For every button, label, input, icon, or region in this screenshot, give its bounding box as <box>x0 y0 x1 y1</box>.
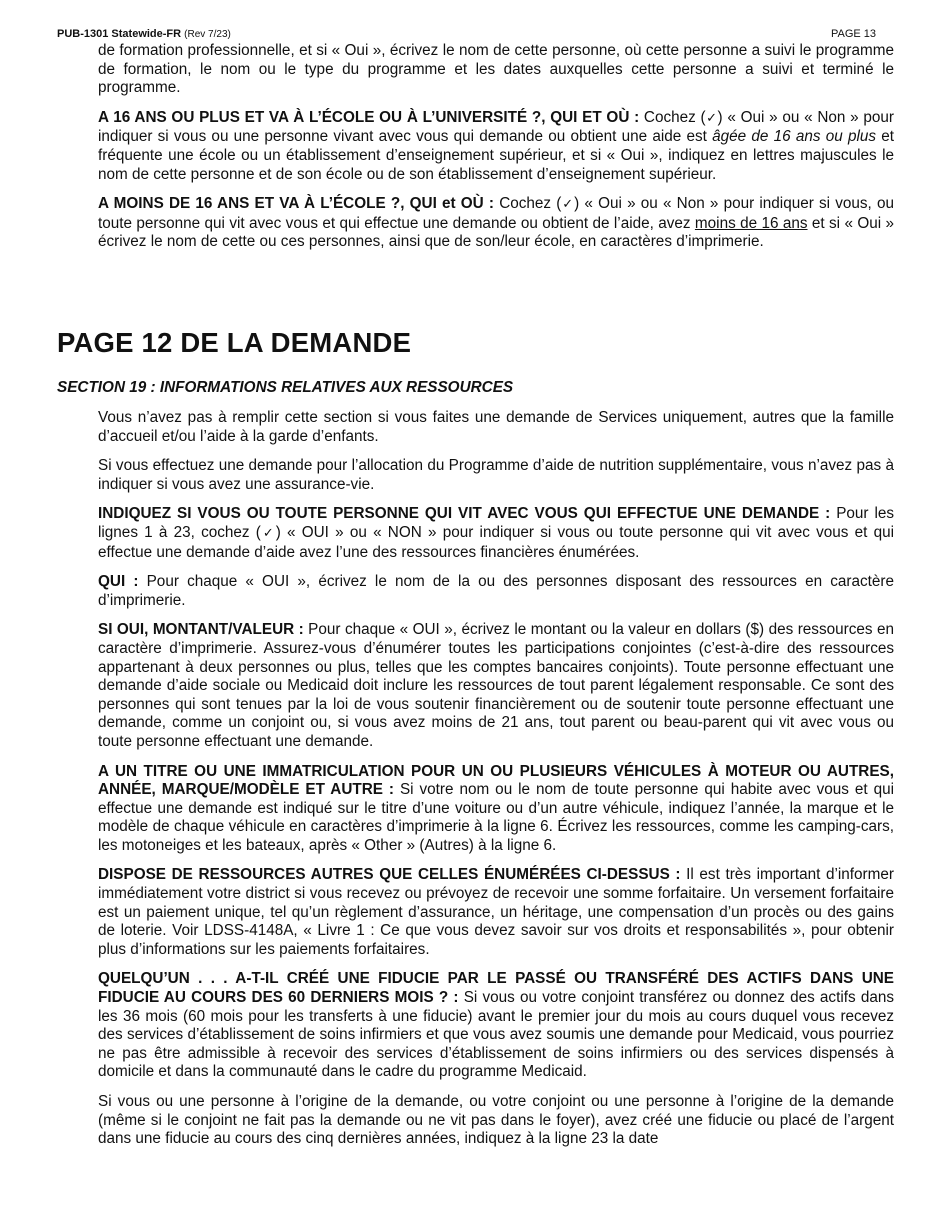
form-id: PUB-1301 Statewide-FR <box>57 28 182 40</box>
section-body <box>98 409 894 1160</box>
form-revision: (Rev 7/23) <box>184 29 231 40</box>
page-title: PAGE 12 DE LA DEMANDE <box>57 327 412 358</box>
section-paragraph-3: INDIQUEZ SI VOUS OU TOUTE PERSONNE QUI VIT AVEC VOUS QUI EFFECTUE UNE DEMANDE : Pour les lignes 1 à 23, cochez (✓) « OUI » ou « NON » pour indiquer si vous ou toute personne qui vit avec vous et qui effectue une demande d’aide avez l’une des ressources financières énumérées. <box>98 505 895 561</box>
section-paragraph-7-heading: DISPOSE DE RESSOURCES AUTRES QUE CELLES ÉNUMÉRÉES CI-DESSUS : <box>98 866 681 884</box>
section-paragraph-5: SI OUI, MONTANT/VALEUR : Pour chaque « OUI », écrivez le montant ou la valeur en dollars ($) des ressources en caractère d’imprimerie. Assurez-vous d’énumérer toutes les participations conjointes (c’est-à-dire des ressources appartenant à deux personnes ou plus, telles que les comptes bancaires conjoints). Toute personne effectuant une demande d’aide sociale ou Medicaid doit inclure les ressources de tout parent légalement responsable. Ce sont des personnes qui sont tenues par la loi de vous soutenir financièrement ou de soutenir toute personne effectuant une demande, comme un conjoint ou, si vous avez moins de 21 ans, tout parent ou beau-parent qui vit avec vous ou toute personne effectuant une demande. <box>98 621 894 750</box>
section-paragraph-4-heading: QUI : <box>98 573 139 591</box>
section-paragraph-2: Si vous effectuez une demande pour l’allocation du Programme d’aide de nutrition supplémentaire, vous n’avez pas à indiquer si vous avez une assurance-vie. <box>98 457 894 493</box>
section-paragraph-4: QUI : Pour chaque « OUI », écrivez le nom de la ou des personnes disposant des ressources en caractère d’imprimerie. <box>98 573 895 609</box>
checkmark-icon: ✓ <box>260 525 276 541</box>
checkmark-icon: ✓ <box>561 197 575 213</box>
underlined-text: moins de 16 ans <box>694 214 808 232</box>
emphasis-text: âgée de 16 ans ou plus <box>712 128 877 146</box>
section-paragraph-8-heading: QUELQU’UN . . . A-T-IL CRÉÉ UNE FIDUCIE PAR LE PASSÉ OU TRANSFÉRÉ DES ACTIFS DANS UNE FIDUCIE AU COURS DES 60 DERNIERS MOIS ? : <box>98 970 894 1007</box>
section-paragraph-6: A UN TITRE OU UNE IMMATRICULATION POUR UN OU PLUSIEURS VÉHICULES À MOTEUR OU AUTRES, ANNÉE, MARQUE/MODÈLE ET AUTRE : Si votre nom ou le nom de toute personne qui habite avec vous et qui effectue une demande est indiqué sur le titre d’une voiture ou d’un autre véhicule, indiquez l’année, la marque et le modèle de chaque véhicule en caractères d’imprimerie à la ligne 6. Écrivez les ressources, comme les camping-cars, les motoneiges et les bateaux, après « Other » (Autres) à la ligne 6. <box>98 762 894 854</box>
section-paragraph-7: DISPOSE DE RESSOURCES AUTRES QUE CELLES ÉNUMÉRÉES CI-DESSUS : Il est très important d’informer immédiatement votre district si vous recevez ou prévoyez de recevoir une somme forfaitaire. Un versement forfaitaire est un paiement unique, tel qu’un règlement d’assurance, un héritage, une compensation d’un procès ou des gains de loterie. Voir LDSS-4148A, « Livre 1 : Ce que vous devez savoir sur vos droits et responsabilités », pour obtenir plus d’informations sur les paiements forfaitaires. <box>98 866 894 958</box>
intro-paragraph-2-heading: A 16 ANS OU PLUS ET VA À L’ÉCOLE OU À L’UNIVERSITÉ ?, QUI ET OÙ : <box>98 108 640 126</box>
section-paragraph-5-heading: SI OUI, MONTANT/VALEUR : <box>98 621 304 639</box>
page-number: PAGE 13 <box>831 28 877 40</box>
section-paragraph-3-heading: INDIQUEZ SI VOUS OU TOUTE PERSONNE QUI VIT AVEC VOUS QUI EFFECTUE UNE DEMANDE : <box>98 505 831 523</box>
section-paragraph-8: QUELQU’UN . . . A-T-IL CRÉÉ UNE FIDUCIE PAR LE PASSÉ OU TRANSFÉRÉ DES ACTIFS DANS UNE FIDUCIE AU COURS DES 60 DERNIERS MOIS ? : Si vous ou votre conjoint transférez ou donnez des actifs dans les 36 mois (60 mois pour les transferts à une fiducie) avant le premier jour du mois au cours duquel vous recevez des services d’établissement de soins infirmiers et que vous avez soumis une demande pour Medicaid, vous pourriez ne pas être admissible à recevoir des services d’établissement de soins infirmiers ou des services dispensés à domicile et dans la communauté dans le cadre du programme Medicaid. <box>98 970 894 1081</box>
intro-body <box>98 42 894 263</box>
intro-paragraph-3-heading: A MOINS DE 16 ANS ET VA À L’ÉCOLE ?, QUI et OÙ : <box>98 195 495 213</box>
section-title: SECTION 19 : INFORMATIONS RELATIVES AUX RESSOURCES <box>57 379 514 396</box>
section-paragraph-9: Si vous ou une personne à l’origine de la demande, ou votre conjoint ou une personne à l’origine de la demande (même si le conjoint ne fait pas la demande ou ne vit pas dans le foyer), avez créé une fiducie ou placé de l’argent dans une fiducie au cours des cinq dernières années, indiquez à la ligne 23 la date <box>98 1093 894 1148</box>
section-paragraph-1: Vous n’avez pas à remplir cette section si vous faites une demande de Services uniquement, autres que la famille d’accueil et/ou l’aide à la garde d’enfants. <box>98 409 894 445</box>
checkmark-icon: ✓ <box>705 110 718 126</box>
form-identifier <box>57 28 231 40</box>
intro-paragraph-2: A 16 ANS OU PLUS ET VA À L’ÉCOLE OU À L’UNIVERSITÉ ?, QUI ET OÙ : Cochez (✓) « Oui » ou « Non » pour indiquer si vous ou une personne vivant avec vous qui demande ou obtient une aide est âgée de 16 ans ou plus et fréquente une école ou un établissement d’enseignement supérieur, et si « Oui », indiquez en lettres majuscules le nom de cette personne et de son école ou de son établissement d’enseignement supérieur. <box>98 108 894 183</box>
intro-paragraph-3: A MOINS DE 16 ANS ET VA À L’ÉCOLE ?, QUI et OÙ : Cochez (✓) « Oui » ou « Non » pour indiquer si vous, ou toute personne qui vit avec vous et qui effectue une demande ou obtient de l’aide, avez moins de 16 ans et si « Oui » écrivez le nom de cette ou ces personnes, ainsi que de son/leur école, en caractères d’imprimerie. <box>98 195 895 251</box>
section-paragraph-6-heading: A UN TITRE OU UNE IMMATRICULATION POUR UN OU PLUSIEURS VÉHICULES À MOTEUR OU AUTRES, ANNÉE, MARQUE/MODÈLE ET AUTRE : <box>98 762 894 799</box>
intro-paragraph-1: de formation professionnelle, et si « Oui », écrivez le nom de cette personne, où cette personne a suivi le programme de formation, le nom ou le type du programme et les dates auxquelles cette personne a suivi et terminé le programme. <box>98 42 894 97</box>
